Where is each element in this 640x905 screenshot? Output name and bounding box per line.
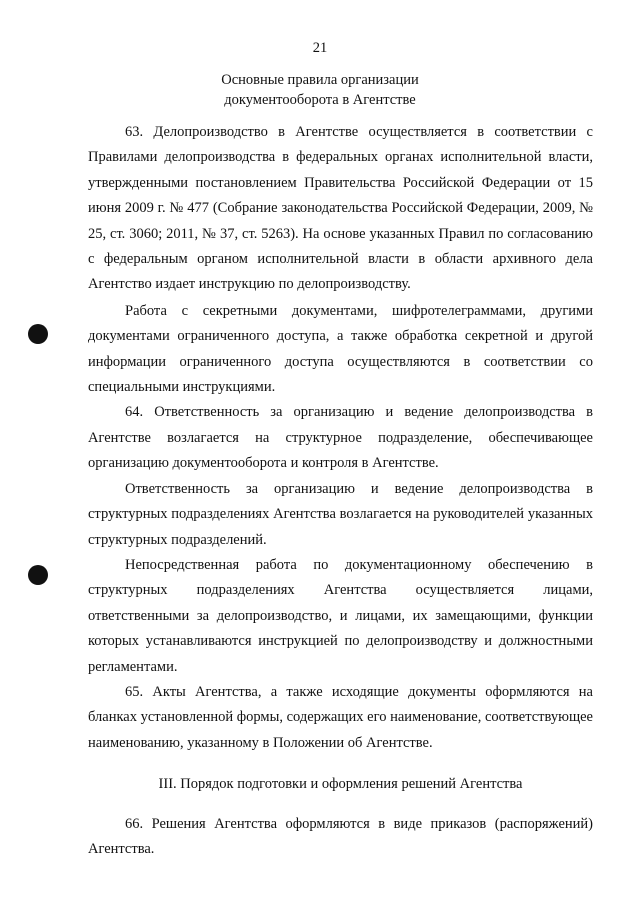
paragraph-64: 64. Ответственность за организацию и ведение делопроизводства в Агентстве возлагается на структурное подразделение, обеспечивающее организацию документооборота и контроля в Агентстве. xyxy=(88,404,593,472)
paragraph-direct-work: Непосредственная работа по документационному обеспечению в структурных подразделениях Агентства осуществляется лицами, ответственными за делопроизводство, и лицами, их замещающими, функции которых устанавливаются инструкцией по делопроизводству и должностными регламентами. xyxy=(88,556,593,675)
punch-hole-top xyxy=(28,324,48,344)
paragraph-secret-documents: Работа с секретными документами, шифротелеграммами, другими документами ограниченного доступа, а также обработка секретной и другой информации ограниченного доступа осуществляются в соответствии со специальными инструкциями. xyxy=(88,302,593,396)
heading-line-2: документооборота в Агентстве xyxy=(224,92,416,108)
section-heading-iii: III. Порядок подготовки и оформления решений Агентства xyxy=(158,776,523,793)
paragraph-63: 63. Делопроизводство в Агентстве осуществляется в соответствии с Правилами делопроизводства в федеральных органах исполнительной власти, утвержденными постановлением Правительства Российской Федерации от 15 июня 2009 г. № 477 (Собрание законодательства Российской Федерации, 2009, № 25, ст. 3060; 2011, № 37, ст. 5263). На основе указанных Правил по согласованию с федеральным органом исполнительной власти в области архивного дела Агентство издает инструкцию по делопроизводству. xyxy=(88,124,593,293)
page-number: 21 xyxy=(312,40,328,56)
paragraph-66: 66. Решения Агентства оформляются в виде приказов (распоряжений) Агентства. xyxy=(88,815,593,857)
document-body xyxy=(88,120,593,862)
heading-line-1: Основные правила организации xyxy=(221,72,419,88)
paragraph-responsibility-units: Ответственность за организацию и ведение делопроизводства в структурных подразделениях Агентства возлагается на руководителей указанных структурных подразделений. xyxy=(88,480,593,548)
paragraph-65: 65. Акты Агентства, а также исходящие документы оформляются на бланках установленной формы, содержащих его наименование, соответствующее наименованию, указанному в Положении об Агентстве. xyxy=(88,683,593,751)
punch-hole-bottom xyxy=(28,565,48,585)
